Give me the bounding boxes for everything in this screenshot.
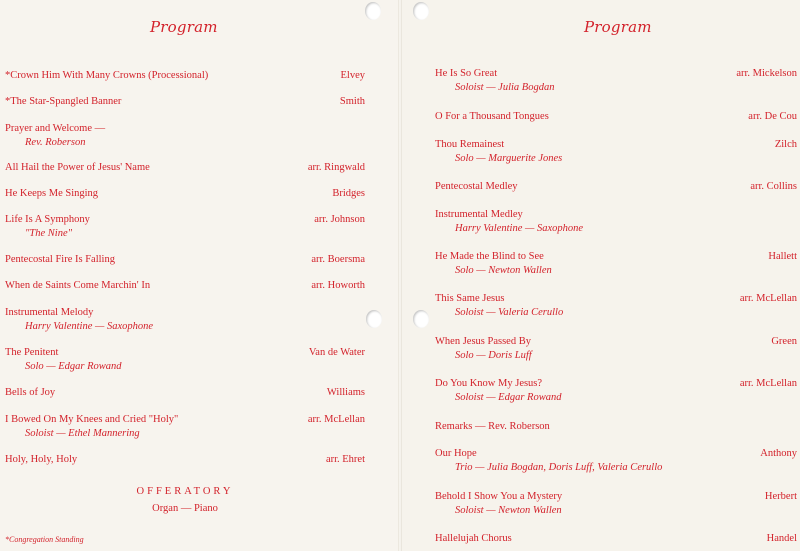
item-performer: Soloist — Ethel Mannering (25, 428, 140, 439)
item-performer: Soloist — Newton Wallen (455, 505, 562, 516)
binding-hole (366, 310, 382, 328)
item-title: Pentecostal Medley (435, 181, 518, 192)
item-composer: arr. Mickelson (736, 68, 797, 79)
program-item (5, 253, 365, 267)
item-composer: Bridges (332, 188, 365, 199)
item-title: Bells of Joy (5, 387, 56, 398)
item-composer: Herbert (764, 491, 797, 502)
item-performer: Solo — Doris Luff (455, 350, 532, 361)
item-title: He Keeps Me Singing (5, 188, 99, 199)
item-performer: Soloist — Julia Bogdan (455, 82, 555, 93)
right-page-title: Program (584, 18, 652, 36)
item-title: All Hail the Power of Jesus' Name (5, 162, 150, 173)
item-title: Pentecostal Fire Is Falling (5, 254, 115, 265)
program-item (5, 306, 365, 334)
item-title: Instrumental Melody (5, 307, 94, 318)
item-title: Life Is A Symphony (5, 214, 90, 225)
program-item (5, 161, 365, 175)
item-performer: Rev. Roberson (25, 137, 86, 148)
item-title: *The Star-Spangled Banner (5, 96, 122, 107)
item-performer: Solo — Marguerite Jones (455, 153, 563, 164)
item-title: When de Saints Come Marchin' In (5, 280, 151, 291)
item-title: Holy, Holy, Holy (5, 454, 78, 465)
item-performer: "The Nine" (25, 228, 73, 239)
program-item (435, 180, 797, 194)
item-composer: arr. Ringwald (307, 162, 365, 173)
item-composer: arr. Ehret (325, 454, 365, 465)
item-composer: arr. De Cou (748, 111, 797, 122)
item-composer: arr. McLellan (739, 378, 797, 389)
program-item (5, 386, 365, 400)
item-title: Our Hope (435, 448, 477, 459)
item-title: Instrumental Medley (435, 209, 523, 220)
offertory-performers: Organ — Piano (152, 503, 218, 514)
binding-hole (365, 2, 381, 20)
program-item (435, 250, 797, 278)
offertory-heading: OFFERATORY (136, 486, 234, 497)
item-title: Behold I Show You a Mystery (435, 491, 563, 502)
program-item (5, 279, 365, 293)
program-item (435, 447, 797, 475)
item-title: He Is So Great (435, 68, 498, 79)
item-composer: Williams (326, 387, 365, 398)
item-composer: Van de Water (308, 347, 365, 358)
item-composer: Green (771, 336, 797, 347)
binding-hole (413, 2, 429, 20)
item-title: I Bowed On My Knees and Cried "Holy" (5, 414, 179, 425)
item-performer: Soloist — Valeria Cerullo (455, 307, 564, 318)
item-title: The Penitent (5, 347, 59, 358)
program-item (5, 69, 365, 83)
item-composer: Elvey (340, 70, 365, 81)
program-item (435, 490, 797, 518)
item-performer: Trio — Julia Bogdan, Doris Luff, Valeria Cerullo (455, 462, 663, 473)
program-item (435, 208, 797, 236)
program-item (5, 213, 365, 241)
item-title: *Crown Him With Many Crowns (Processional) (5, 70, 209, 81)
program-item (435, 292, 797, 320)
item-performer: Solo — Newton Wallen (455, 265, 552, 276)
item-title: This Same Jesus (435, 293, 505, 304)
item-title: Hallelujah Chorus (435, 533, 512, 544)
item-title: Do You Know My Jesus? (435, 378, 543, 389)
footnote: *Congregation Standing (5, 535, 84, 544)
item-title: When Jesus Passed By (435, 336, 531, 347)
item-composer: Zilch (774, 139, 797, 150)
item-performer: Soloist — Edgar Rowand (455, 392, 562, 403)
page-fold (398, 0, 402, 551)
program-item (435, 138, 797, 166)
program-item (5, 453, 365, 467)
item-composer: arr. Howorth (311, 280, 365, 291)
program-item (435, 335, 797, 363)
item-composer: Smith (339, 96, 365, 107)
item-title: He Made the Blind to See (435, 251, 544, 262)
program-item (435, 377, 797, 405)
item-composer: arr. Collins (750, 181, 797, 192)
item-composer: arr. Johnson (314, 214, 365, 225)
item-composer: arr. Boersma (311, 254, 365, 265)
item-composer: arr. McLellan (739, 293, 797, 304)
item-performer: Harry Valentine — Saxophone (25, 321, 154, 332)
program-item (5, 122, 365, 150)
binding-hole (413, 310, 429, 328)
program-item (435, 532, 797, 546)
program-item (5, 413, 365, 441)
item-composer: Handel (766, 533, 797, 544)
item-performer: Harry Valentine — Saxophone (455, 223, 584, 234)
item-composer: Hallett (768, 251, 797, 262)
item-performer: Solo — Edgar Rowand (25, 361, 122, 372)
program-item (5, 346, 365, 374)
program-item (5, 95, 365, 109)
program-item (435, 67, 797, 95)
program-item (435, 420, 797, 434)
program-item (5, 187, 365, 201)
left-page-title: Program (150, 18, 218, 36)
item-title: Remarks — Rev. Roberson (435, 421, 550, 432)
item-title: O For a Thousand Tongues (435, 111, 549, 122)
item-composer: arr. McLellan (307, 414, 365, 425)
item-title: Thou Remainest (435, 139, 505, 150)
item-title: Prayer and Welcome — (5, 123, 106, 134)
program-item (435, 110, 797, 124)
item-composer: Anthony (760, 448, 797, 459)
